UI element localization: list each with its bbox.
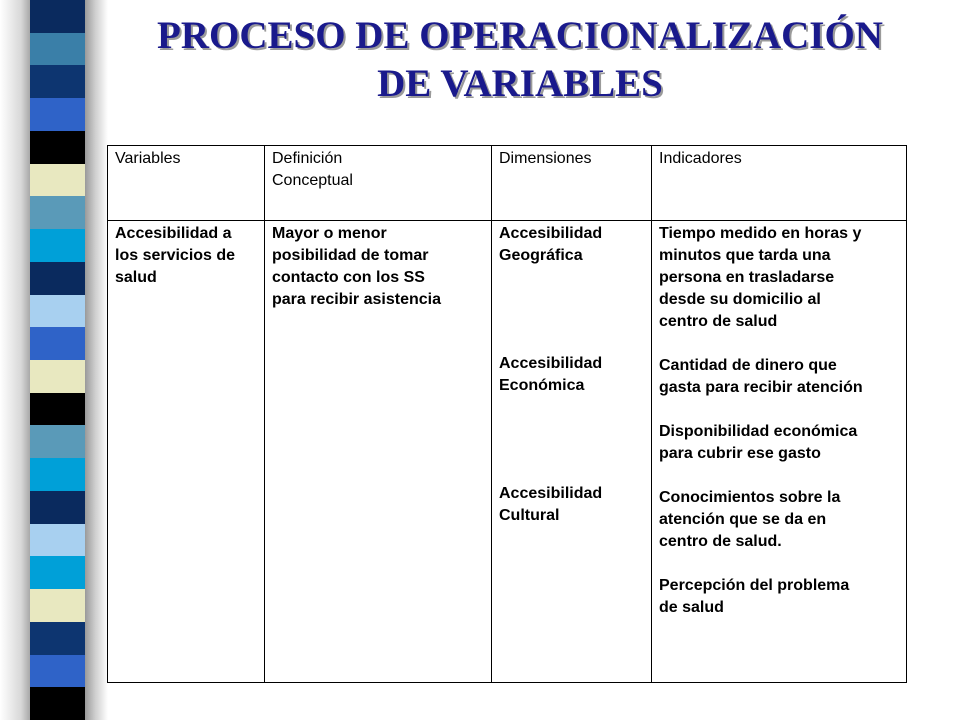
definition-text: Mayor o menor posibilidad de tomar contacto con los SS para recibir asistencia [272,225,441,308]
stripe-segment [30,622,87,655]
stripe-segment [30,425,87,458]
stripe-segment [30,196,87,229]
decorative-stripe-bar [0,0,108,720]
stripe-segment [30,164,87,197]
operationalization-table [107,145,907,683]
stripe-segment [30,327,87,360]
indicator-percepcion: Percepción del problema de salud [659,577,850,616]
indicator-conocimientos: Conocimientos sobre la atención que se da en centro de salud. [659,489,841,550]
header-definition: Definición Conceptual [265,146,492,221]
stripe-segment [30,687,87,720]
table-header-row [108,146,907,221]
stripe-segment [30,589,87,622]
stripe-segment [30,556,87,589]
header-dimensions: Dimensiones [492,146,652,221]
cell-dimensions [492,221,652,683]
indicator-disponibilidad: Disponibilidad económica para cubrir ese gasto [659,423,858,462]
stripe-segment [30,131,87,164]
indicator-tiempo: Tiempo medido en horas y minutos que tarda una persona en trasladarse desde su domicilio al centro de salud [659,225,862,330]
stripe-segment [30,33,87,66]
stripe-segment [30,65,87,98]
slide-title [110,12,930,108]
variable-text: Accesibilidad a los servicios de salud [115,225,236,286]
stripe-column [30,0,87,720]
stripe-left-shadow [0,0,30,720]
stripe-segment [30,393,87,426]
stripe-segment [30,0,87,33]
stripe-segment [30,655,87,688]
indicator-dinero: Cantidad de dinero que gasta para recibir atención [659,357,863,396]
table-row [108,221,907,683]
dimension-cultural: Accesibilidad Cultural [499,485,603,524]
stripe-shadow [85,0,108,720]
header-indicators: Indicadores [652,146,907,221]
stripe-segment [30,262,87,295]
stripe-segment [30,458,87,491]
slide-title-line2: DE VARIABLES [377,62,663,105]
stripe-segment [30,98,87,131]
cell-indicators [652,221,907,683]
stripe-segment [30,524,87,557]
stripe-segment [30,360,87,393]
stripe-segment [30,491,87,524]
cell-definition [265,221,492,683]
header-variables: Variables [108,146,265,221]
slide-title-line1: PROCESO DE OPERACIONALIZACIÓN [157,14,883,57]
stripe-segment [30,229,87,262]
stripe-segment [30,295,87,328]
dimension-geografica: Accesibilidad Geográfica [499,225,603,264]
dimension-economica: Accesibilidad Económica [499,355,603,394]
cell-variable [108,221,265,683]
